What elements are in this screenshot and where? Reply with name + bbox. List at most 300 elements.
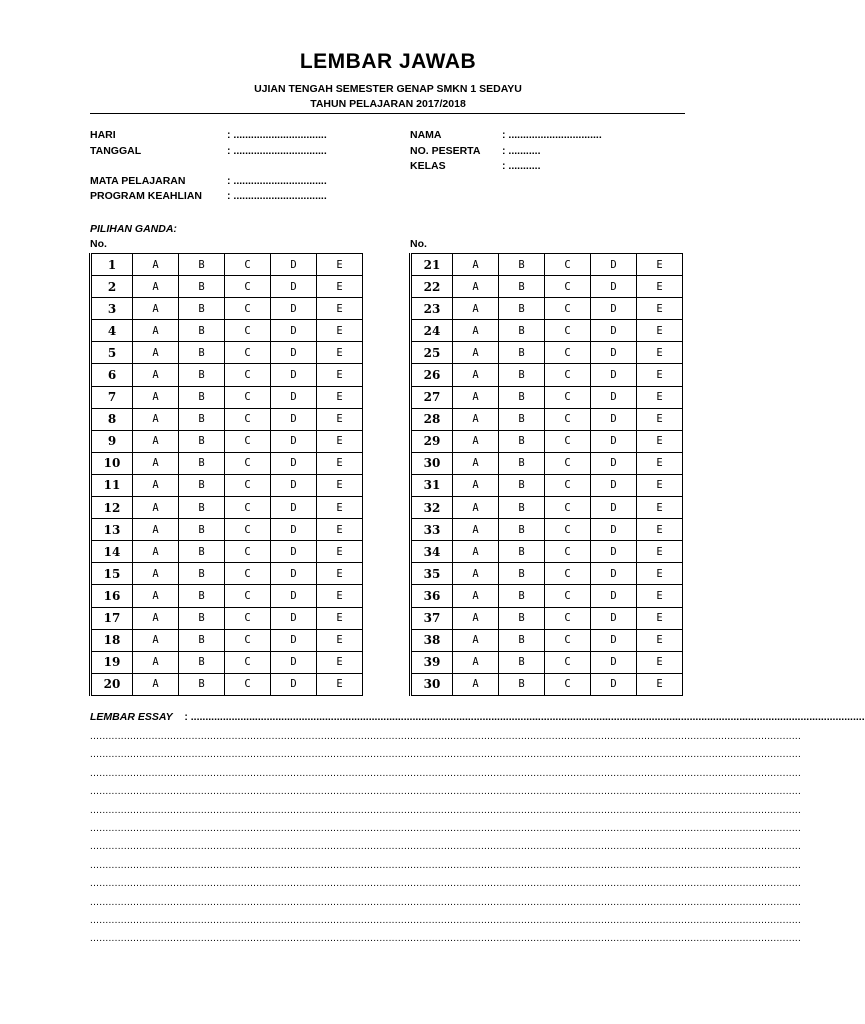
answer-option-a[interactable]: A bbox=[133, 541, 179, 563]
answer-option-d[interactable]: D bbox=[591, 629, 637, 651]
mapel-value[interactable]: : ................................ bbox=[227, 175, 327, 187]
answer-option-a[interactable]: A bbox=[453, 254, 499, 276]
answer-row bbox=[91, 386, 363, 408]
question-number: 19 bbox=[91, 651, 133, 673]
answer-option-e[interactable]: E bbox=[317, 430, 363, 452]
answer-option-a[interactable]: A bbox=[453, 607, 499, 629]
answer-option-c[interactable]: C bbox=[225, 276, 271, 298]
answer-row bbox=[411, 585, 683, 607]
answer-option-e[interactable]: E bbox=[637, 673, 683, 695]
answer-option-e[interactable]: E bbox=[637, 342, 683, 364]
answer-option-b[interactable]: B bbox=[179, 541, 225, 563]
answer-option-e[interactable]: E bbox=[317, 519, 363, 541]
mapel-label: MATA PELAJARAN bbox=[90, 175, 186, 187]
answer-row bbox=[411, 408, 683, 430]
nama-label: NAMA bbox=[410, 129, 442, 141]
answer-option-c[interactable]: C bbox=[225, 342, 271, 364]
answer-option-c[interactable]: C bbox=[225, 541, 271, 563]
pilihan-ganda-label: PILIHAN GANDA: bbox=[90, 223, 177, 235]
answer-option-e[interactable]: E bbox=[637, 651, 683, 673]
question-number: 39 bbox=[411, 651, 453, 673]
answer-option-a[interactable]: A bbox=[133, 430, 179, 452]
question-number: 28 bbox=[411, 408, 453, 430]
answer-option-a[interactable]: A bbox=[453, 497, 499, 519]
answer-option-e[interactable]: E bbox=[317, 386, 363, 408]
question-number: 16 bbox=[91, 585, 133, 607]
essay-label: LEMBAR ESSAY bbox=[90, 711, 173, 723]
answer-option-b[interactable]: B bbox=[499, 254, 545, 276]
answer-option-c[interactable]: C bbox=[545, 497, 591, 519]
program-value[interactable]: : ................................ bbox=[227, 190, 327, 202]
answer-option-b[interactable]: B bbox=[179, 585, 225, 607]
answer-option-c[interactable]: C bbox=[545, 673, 591, 695]
answer-option-c[interactable]: C bbox=[545, 342, 591, 364]
answer-option-c[interactable]: C bbox=[225, 474, 271, 496]
question-number: 38 bbox=[411, 629, 453, 651]
answer-option-c[interactable]: C bbox=[225, 629, 271, 651]
question-number: 25 bbox=[411, 342, 453, 364]
field-program-keahlian[interactable] bbox=[90, 190, 327, 202]
answer-option-e[interactable]: E bbox=[637, 474, 683, 496]
answer-option-e[interactable]: E bbox=[637, 298, 683, 320]
answer-option-e[interactable]: E bbox=[637, 497, 683, 519]
answer-option-b[interactable]: B bbox=[179, 386, 225, 408]
question-number: 8 bbox=[91, 408, 133, 430]
answer-option-e[interactable]: E bbox=[637, 276, 683, 298]
answer-row bbox=[411, 254, 683, 276]
essay-answer-line[interactable]: ....................................................................................................................................................................................................................................... bbox=[90, 731, 802, 742]
answer-option-b[interactable]: B bbox=[499, 298, 545, 320]
answer-option-a[interactable]: A bbox=[133, 342, 179, 364]
answer-row bbox=[411, 607, 683, 629]
answer-option-c[interactable]: C bbox=[545, 254, 591, 276]
answer-row bbox=[411, 342, 683, 364]
answer-option-e[interactable]: E bbox=[637, 408, 683, 430]
answer-option-d[interactable]: D bbox=[591, 430, 637, 452]
question-number: 26 bbox=[411, 364, 453, 386]
answer-option-a[interactable]: A bbox=[453, 276, 499, 298]
answer-option-d[interactable]: D bbox=[271, 386, 317, 408]
answer-option-b[interactable]: B bbox=[499, 452, 545, 474]
answer-row bbox=[411, 452, 683, 474]
answer-option-e[interactable]: E bbox=[637, 629, 683, 651]
field-no-peserta[interactable] bbox=[410, 145, 541, 157]
page-title: LEMBAR JAWAB bbox=[299, 50, 477, 73]
answer-option-e[interactable]: E bbox=[317, 607, 363, 629]
answer-option-e[interactable]: E bbox=[317, 342, 363, 364]
question-number: 22 bbox=[411, 276, 453, 298]
answer-option-a[interactable]: A bbox=[133, 629, 179, 651]
answer-option-a[interactable]: A bbox=[453, 298, 499, 320]
answer-option-a[interactable]: A bbox=[133, 519, 179, 541]
answer-option-c[interactable]: C bbox=[545, 364, 591, 386]
answer-option-a[interactable]: A bbox=[133, 585, 179, 607]
question-number: 20 bbox=[91, 673, 133, 695]
essay-answer-line[interactable]: ....................................................................................................................................................................................................................................... bbox=[90, 933, 802, 945]
answer-option-d[interactable]: D bbox=[271, 563, 317, 585]
hari-value[interactable]: : ................................ bbox=[227, 129, 327, 141]
answer-option-a[interactable]: A bbox=[453, 629, 499, 651]
field-mata-pelajaran[interactable] bbox=[90, 175, 327, 187]
answer-option-e[interactable]: E bbox=[317, 474, 363, 496]
answer-option-d[interactable]: D bbox=[591, 541, 637, 563]
answer-option-a[interactable]: A bbox=[453, 474, 499, 496]
answer-option-a[interactable]: A bbox=[453, 541, 499, 563]
answer-option-b[interactable]: B bbox=[499, 386, 545, 408]
essay-answer-line[interactable]: ....................................................................................................................................................................................................................................... bbox=[90, 841, 802, 853]
answer-option-d[interactable]: D bbox=[271, 585, 317, 607]
hari-label: HARI bbox=[90, 129, 116, 141]
answer-option-c[interactable]: C bbox=[545, 629, 591, 651]
answer-option-a[interactable]: A bbox=[133, 497, 179, 519]
answer-option-d[interactable]: D bbox=[591, 651, 637, 673]
essay-answer-line[interactable]: ....................................................................................................................................................................................................................................... bbox=[90, 878, 802, 890]
answer-option-a[interactable]: A bbox=[453, 386, 499, 408]
question-number: 14 bbox=[91, 541, 133, 563]
answer-row bbox=[411, 320, 683, 342]
answer-option-b[interactable]: B bbox=[179, 430, 225, 452]
field-hari[interactable] bbox=[90, 129, 327, 141]
answer-option-c[interactable]: C bbox=[225, 497, 271, 519]
answer-option-d[interactable]: D bbox=[271, 320, 317, 342]
answer-option-c[interactable]: C bbox=[225, 651, 271, 673]
answer-option-d[interactable]: D bbox=[271, 673, 317, 695]
question-number: 30 bbox=[411, 452, 453, 474]
question-number: 5 bbox=[91, 342, 133, 364]
answer-option-c[interactable]: C bbox=[545, 452, 591, 474]
answer-option-d[interactable]: D bbox=[591, 276, 637, 298]
answer-option-c[interactable]: C bbox=[545, 651, 591, 673]
answer-option-c[interactable]: C bbox=[545, 430, 591, 452]
tanggal-label: TANGGAL bbox=[90, 145, 142, 157]
answer-option-b[interactable]: B bbox=[179, 342, 225, 364]
answer-option-c[interactable]: C bbox=[225, 452, 271, 474]
essay-answer-line[interactable]: ....................................................................................................................................................................................................................................... bbox=[90, 786, 802, 798]
peserta-value[interactable]: : ........... bbox=[502, 145, 541, 157]
answer-option-d[interactable]: D bbox=[591, 607, 637, 629]
answer-row bbox=[411, 497, 683, 519]
answer-option-c[interactable]: C bbox=[225, 607, 271, 629]
answer-option-d[interactable]: D bbox=[591, 452, 637, 474]
answer-option-c[interactable]: C bbox=[545, 408, 591, 430]
answer-option-e[interactable]: E bbox=[317, 452, 363, 474]
answer-option-d[interactable]: D bbox=[591, 585, 637, 607]
answer-option-c[interactable]: C bbox=[225, 320, 271, 342]
answer-option-b[interactable]: B bbox=[499, 430, 545, 452]
answer-row bbox=[411, 563, 683, 585]
answer-option-b[interactable]: B bbox=[179, 276, 225, 298]
essay-header[interactable] bbox=[90, 711, 865, 723]
answer-option-e[interactable]: E bbox=[317, 563, 363, 585]
nama-value[interactable]: : ................................ bbox=[502, 129, 602, 141]
question-number: 12 bbox=[91, 497, 133, 519]
answer-option-e[interactable]: E bbox=[317, 276, 363, 298]
field-nama[interactable] bbox=[410, 129, 602, 141]
answer-option-b[interactable]: B bbox=[179, 497, 225, 519]
answer-option-e[interactable]: E bbox=[317, 541, 363, 563]
answer-option-e[interactable]: E bbox=[317, 651, 363, 673]
question-number: 35 bbox=[411, 563, 453, 585]
answer-option-d[interactable]: D bbox=[271, 497, 317, 519]
answer-option-b[interactable]: B bbox=[499, 607, 545, 629]
answer-option-c[interactable]: C bbox=[545, 585, 591, 607]
answer-row bbox=[91, 629, 363, 651]
answer-option-d[interactable]: D bbox=[271, 364, 317, 386]
answer-option-a[interactable]: A bbox=[133, 298, 179, 320]
answer-option-c[interactable]: C bbox=[225, 386, 271, 408]
answer-option-e[interactable]: E bbox=[317, 673, 363, 695]
answer-option-c[interactable]: C bbox=[545, 541, 591, 563]
answer-option-d[interactable]: D bbox=[591, 254, 637, 276]
answer-option-b[interactable]: B bbox=[179, 651, 225, 673]
answer-option-d[interactable]: D bbox=[271, 629, 317, 651]
answer-row bbox=[411, 519, 683, 541]
answer-option-a[interactable]: A bbox=[133, 254, 179, 276]
answer-option-e[interactable]: E bbox=[637, 430, 683, 452]
answer-option-a[interactable]: A bbox=[453, 320, 499, 342]
question-number: 33 bbox=[411, 519, 453, 541]
answer-option-c[interactable]: C bbox=[545, 474, 591, 496]
answer-option-b[interactable]: B bbox=[499, 519, 545, 541]
answer-option-d[interactable]: D bbox=[591, 408, 637, 430]
answer-row bbox=[91, 320, 363, 342]
question-number: 6 bbox=[91, 364, 133, 386]
answer-option-b[interactable]: B bbox=[179, 408, 225, 430]
answer-option-b[interactable]: B bbox=[499, 585, 545, 607]
answer-option-b[interactable]: B bbox=[179, 563, 225, 585]
answer-option-d[interactable]: D bbox=[591, 298, 637, 320]
question-number: 1 bbox=[91, 254, 133, 276]
answer-option-e[interactable]: E bbox=[317, 320, 363, 342]
header-divider bbox=[90, 113, 685, 114]
answer-option-c[interactable]: C bbox=[225, 408, 271, 430]
answer-option-d[interactable]: D bbox=[591, 497, 637, 519]
answer-option-c[interactable]: C bbox=[225, 298, 271, 320]
answer-row bbox=[91, 276, 363, 298]
answer-option-d[interactable]: D bbox=[271, 607, 317, 629]
answer-option-a[interactable]: A bbox=[133, 364, 179, 386]
answer-row bbox=[91, 474, 363, 496]
answer-option-c[interactable]: C bbox=[225, 519, 271, 541]
question-number: 34 bbox=[411, 541, 453, 563]
answer-row bbox=[411, 276, 683, 298]
answer-option-c[interactable]: C bbox=[225, 430, 271, 452]
essay-answer-line[interactable]: ....................................................................................................................................................................................................................................... bbox=[90, 896, 802, 908]
answer-option-b[interactable]: B bbox=[499, 320, 545, 342]
question-number: 3 bbox=[91, 298, 133, 320]
answer-option-a[interactable]: A bbox=[453, 408, 499, 430]
question-number: 27 bbox=[411, 386, 453, 408]
answer-option-a[interactable]: A bbox=[133, 563, 179, 585]
question-number: 9 bbox=[91, 430, 133, 452]
essay-colon: : bbox=[184, 711, 188, 723]
answer-table-left bbox=[89, 253, 363, 696]
answer-option-a[interactable]: A bbox=[133, 386, 179, 408]
answer-option-b[interactable]: B bbox=[179, 298, 225, 320]
answer-row bbox=[91, 298, 363, 320]
answer-option-b[interactable]: B bbox=[179, 364, 225, 386]
answer-option-e[interactable]: E bbox=[637, 364, 683, 386]
answer-option-e[interactable]: E bbox=[637, 585, 683, 607]
answer-option-e[interactable]: E bbox=[317, 364, 363, 386]
answer-option-c[interactable]: C bbox=[545, 276, 591, 298]
answer-option-c[interactable]: C bbox=[225, 364, 271, 386]
answer-option-a[interactable]: A bbox=[133, 607, 179, 629]
answer-option-b[interactable]: B bbox=[499, 651, 545, 673]
answer-option-d[interactable]: D bbox=[271, 276, 317, 298]
answer-option-b[interactable]: B bbox=[499, 276, 545, 298]
answer-row bbox=[411, 474, 683, 496]
answer-option-a[interactable]: A bbox=[133, 276, 179, 298]
answer-option-d[interactable]: D bbox=[591, 519, 637, 541]
essay-answer-line[interactable]: ....................................................................................................................................................................................................................................... bbox=[90, 915, 802, 926]
answer-option-e[interactable]: E bbox=[637, 607, 683, 629]
answer-option-c[interactable]: C bbox=[545, 320, 591, 342]
answer-option-a[interactable]: A bbox=[133, 320, 179, 342]
answer-option-a[interactable]: A bbox=[453, 452, 499, 474]
answer-option-e[interactable]: E bbox=[317, 585, 363, 607]
essay-answer-line[interactable]: ....................................................................................................................................................................................................................................... bbox=[90, 804, 802, 816]
answer-option-d[interactable]: D bbox=[591, 342, 637, 364]
question-number: 4 bbox=[91, 320, 133, 342]
exam-subtitle: UJIAN TENGAH SEMESTER GENAP SMKN 1 SEDAYU bbox=[254, 83, 522, 95]
answer-option-b[interactable]: B bbox=[499, 629, 545, 651]
answer-option-d[interactable]: D bbox=[271, 254, 317, 276]
answer-row bbox=[411, 651, 683, 673]
question-number: 7 bbox=[91, 386, 133, 408]
field-kelas[interactable] bbox=[410, 160, 541, 172]
essay-answer-line[interactable]: ....................................................................................................................................................................................................................................... bbox=[90, 859, 802, 871]
answer-option-b[interactable]: B bbox=[179, 452, 225, 474]
answer-option-e[interactable]: E bbox=[637, 563, 683, 585]
answer-row bbox=[91, 673, 363, 695]
tanggal-value[interactable]: : ................................ bbox=[227, 145, 327, 157]
answer-option-b[interactable]: B bbox=[179, 673, 225, 695]
question-number: 31 bbox=[411, 474, 453, 496]
kelas-value[interactable]: : ........... bbox=[502, 160, 541, 172]
answer-option-e[interactable]: E bbox=[637, 254, 683, 276]
answer-row bbox=[91, 452, 363, 474]
essay-first-line[interactable]: ....................................................................................................................................................................................................................................... bbox=[190, 711, 865, 723]
answer-option-c[interactable]: C bbox=[545, 607, 591, 629]
answer-option-b[interactable]: B bbox=[499, 541, 545, 563]
essay-answer-line[interactable]: ....................................................................................................................................................................................................................................... bbox=[90, 749, 802, 761]
kelas-label: KELAS bbox=[410, 160, 446, 172]
answer-option-b[interactable]: B bbox=[179, 474, 225, 496]
answer-option-e[interactable]: E bbox=[317, 629, 363, 651]
no-label-right: No. bbox=[410, 238, 427, 250]
answer-option-a[interactable]: A bbox=[133, 673, 179, 695]
answer-option-a[interactable]: A bbox=[453, 342, 499, 364]
question-number: 37 bbox=[411, 607, 453, 629]
answer-option-d[interactable]: D bbox=[591, 320, 637, 342]
answer-option-a[interactable]: A bbox=[453, 563, 499, 585]
answer-option-a[interactable]: A bbox=[133, 452, 179, 474]
answer-option-b[interactable]: B bbox=[499, 474, 545, 496]
answer-option-c[interactable]: C bbox=[545, 386, 591, 408]
answer-option-d[interactable]: D bbox=[271, 430, 317, 452]
answer-option-c[interactable]: C bbox=[225, 254, 271, 276]
answer-option-c[interactable]: C bbox=[545, 519, 591, 541]
answer-option-e[interactable]: E bbox=[637, 452, 683, 474]
answer-option-a[interactable]: A bbox=[453, 519, 499, 541]
answer-option-b[interactable]: B bbox=[499, 408, 545, 430]
peserta-label: NO. PESERTA bbox=[410, 145, 481, 157]
answer-option-a[interactable]: A bbox=[453, 430, 499, 452]
answer-option-a[interactable]: A bbox=[453, 673, 499, 695]
answer-option-e[interactable]: E bbox=[637, 320, 683, 342]
answer-option-a[interactable]: A bbox=[453, 364, 499, 386]
answer-row bbox=[411, 430, 683, 452]
answer-option-a[interactable]: A bbox=[133, 474, 179, 496]
answer-option-c[interactable]: C bbox=[225, 563, 271, 585]
answer-option-d[interactable]: D bbox=[271, 342, 317, 364]
answer-option-a[interactable]: A bbox=[133, 651, 179, 673]
answer-option-d[interactable]: D bbox=[591, 364, 637, 386]
answer-option-b[interactable]: B bbox=[499, 497, 545, 519]
answer-option-b[interactable]: B bbox=[179, 519, 225, 541]
answer-option-b[interactable]: B bbox=[499, 673, 545, 695]
answer-row bbox=[91, 497, 363, 519]
answer-option-a[interactable]: A bbox=[133, 408, 179, 430]
answer-option-c[interactable]: C bbox=[225, 673, 271, 695]
answer-option-d[interactable]: D bbox=[271, 452, 317, 474]
answer-option-d[interactable]: D bbox=[271, 541, 317, 563]
answer-option-c[interactable]: C bbox=[225, 585, 271, 607]
answer-option-e[interactable]: E bbox=[317, 254, 363, 276]
answer-option-b[interactable]: B bbox=[499, 563, 545, 585]
answer-option-e[interactable]: E bbox=[317, 497, 363, 519]
answer-option-d[interactable]: D bbox=[271, 651, 317, 673]
answer-option-e[interactable]: E bbox=[637, 519, 683, 541]
answer-row bbox=[91, 563, 363, 585]
answer-option-d[interactable]: D bbox=[591, 474, 637, 496]
no-label-left: No. bbox=[90, 238, 107, 250]
answer-row bbox=[91, 364, 363, 386]
answer-option-c[interactable]: C bbox=[545, 298, 591, 320]
answer-option-b[interactable]: B bbox=[179, 320, 225, 342]
answer-row bbox=[91, 430, 363, 452]
answer-option-d[interactable]: D bbox=[591, 563, 637, 585]
question-number: 32 bbox=[411, 497, 453, 519]
answer-option-e[interactable]: E bbox=[637, 541, 683, 563]
essay-answer-line[interactable]: ....................................................................................................................................................................................................................................... bbox=[90, 823, 802, 834]
answer-option-b[interactable]: B bbox=[179, 254, 225, 276]
answer-option-a[interactable]: A bbox=[453, 585, 499, 607]
answer-option-d[interactable]: D bbox=[591, 386, 637, 408]
field-tanggal[interactable] bbox=[90, 145, 327, 157]
answer-option-d[interactable]: D bbox=[271, 298, 317, 320]
answer-option-b[interactable]: B bbox=[179, 607, 225, 629]
answer-option-d[interactable]: D bbox=[271, 474, 317, 496]
question-number: 11 bbox=[91, 474, 133, 496]
answer-option-b[interactable]: B bbox=[499, 342, 545, 364]
answer-row bbox=[411, 629, 683, 651]
answer-option-d[interactable]: D bbox=[271, 519, 317, 541]
answer-option-b[interactable]: B bbox=[179, 629, 225, 651]
answer-row bbox=[411, 673, 683, 695]
answer-option-c[interactable]: C bbox=[545, 563, 591, 585]
essay-answer-line[interactable]: ....................................................................................................................................................................................................................................... bbox=[90, 767, 802, 779]
answer-option-d[interactable]: D bbox=[591, 673, 637, 695]
answer-option-e[interactable]: E bbox=[637, 386, 683, 408]
answer-option-a[interactable]: A bbox=[453, 651, 499, 673]
question-number: 2 bbox=[91, 276, 133, 298]
answer-option-e[interactable]: E bbox=[317, 408, 363, 430]
answer-option-e[interactable]: E bbox=[317, 298, 363, 320]
answer-option-d[interactable]: D bbox=[271, 408, 317, 430]
answer-option-b[interactable]: B bbox=[499, 364, 545, 386]
